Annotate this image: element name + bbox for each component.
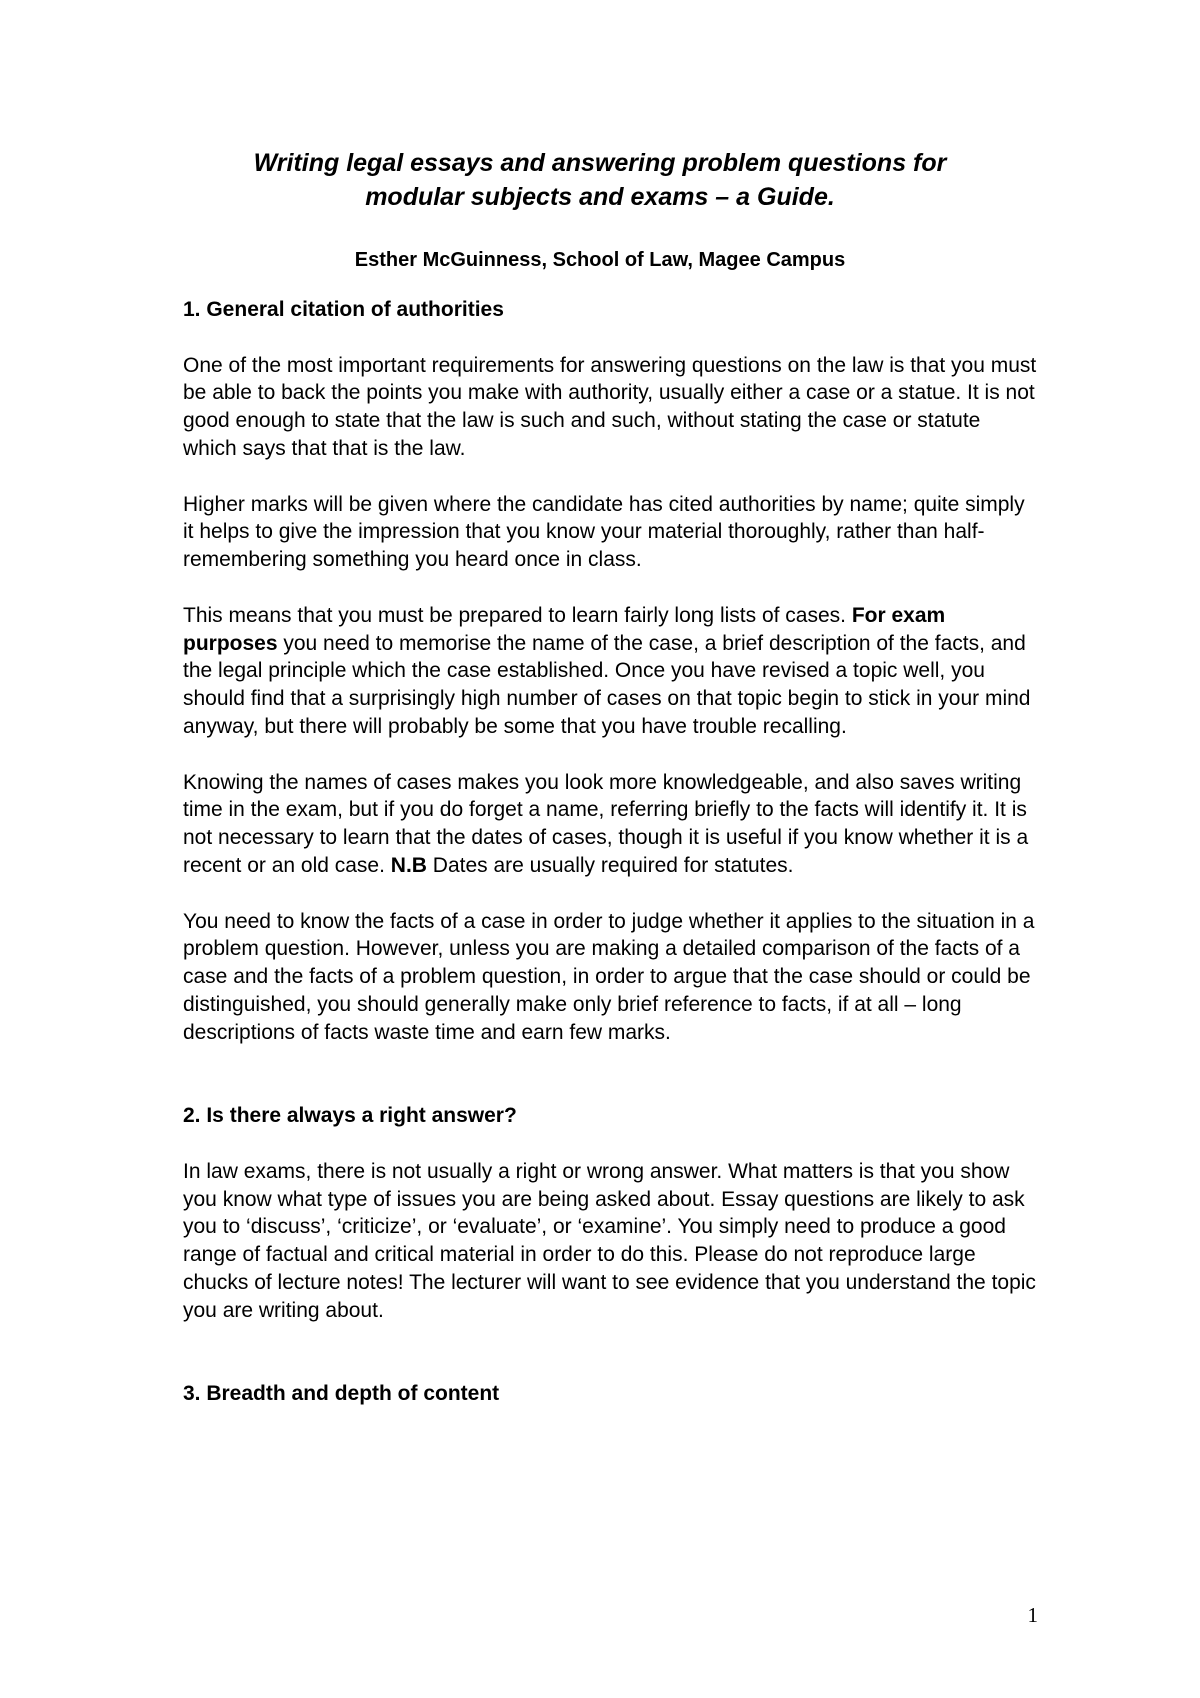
emphasis-text: For exam purposes xyxy=(183,603,946,655)
paragraph-text: Knowing the names of cases makes you look more knowledgeable, and also saves writing time in the exam, but if you do forget a name, referring briefly to the facts will identify it. It is not necessary to learn that the dates of cases, though it is useful if you know whether it is a recent or an old case. xyxy=(183,770,1029,877)
title-line-2: modular subjects and exams – a Guide. xyxy=(365,183,835,211)
document-title xyxy=(140,146,1060,214)
section-1-paragraph-2: Higher marks will be given where the candidate has cited authorities by name; quite simply it helps to give the impression that you know your material thoroughly, rather than half-remembering something you heard once in class. xyxy=(183,492,1025,572)
section-1-paragraph-1: One of the most important requirements for answering questions on the law is that you must be able to back the points you make with authority, usually either a case or a statue. It is not good enough to state that the law is such and such, without stating the case or statute which says that that is the law. xyxy=(183,353,1037,460)
author-line: Esther McGuinness, School of Law, Magee Campus xyxy=(354,249,846,271)
section-3-heading: 3. Breadth and depth of content xyxy=(183,1382,500,1406)
paragraph-text: Dates are usually required for statutes. xyxy=(426,853,794,877)
page-number: 1 xyxy=(1027,1603,1038,1627)
paragraph-text: This means that you must be prepared to learn fairly long lists of cases. xyxy=(183,603,852,627)
section-2-paragraph-1: In law exams, there is not usually a right or wrong answer. What matters is that you show you know what type of issues you are being asked about. Essay questions are likely to ask you to ‘discuss’, ‘criticize’, or ‘evaluate’, or ‘examine’. You simply need to produce a good range of factual and critical material in order to do this. Please do not reproduce large chucks of lecture notes! The lecturer will want to see evidence that you understand the topic you are writing about. xyxy=(183,1159,1036,1322)
section-1-paragraph-3 xyxy=(183,602,1038,741)
section-2-heading: 2. Is there always a right answer? xyxy=(183,1104,517,1128)
paragraph-text: you need to memorise the name of the case, a brief description of the facts, and the legal principle which the case established. Once you have revised a topic well, you should find that a surprisingly high number of cases on that topic begin to stick in your mind anyway, but there will probably be some that you have trouble recalling. xyxy=(183,631,1031,738)
document-body xyxy=(183,296,1038,1408)
title-line-1: Writing legal essays and answering problem questions for xyxy=(253,149,947,177)
section-1-paragraph-4 xyxy=(183,769,1038,880)
section-1-heading: 1. General citation of authorities xyxy=(183,298,504,321)
emphasis-text: N.B xyxy=(390,853,427,877)
section-1-paragraph-5: You need to know the facts of a case in order to judge whether it applies to the situation in a problem question. However, unless you are making a detailed comparison of the facts of a case and the facts of a problem question, in order to argue that the case should or could be distinguished, you should generally make only brief reference to facts, if at all – long descriptions of facts waste time and earn few marks. xyxy=(183,909,1035,1044)
